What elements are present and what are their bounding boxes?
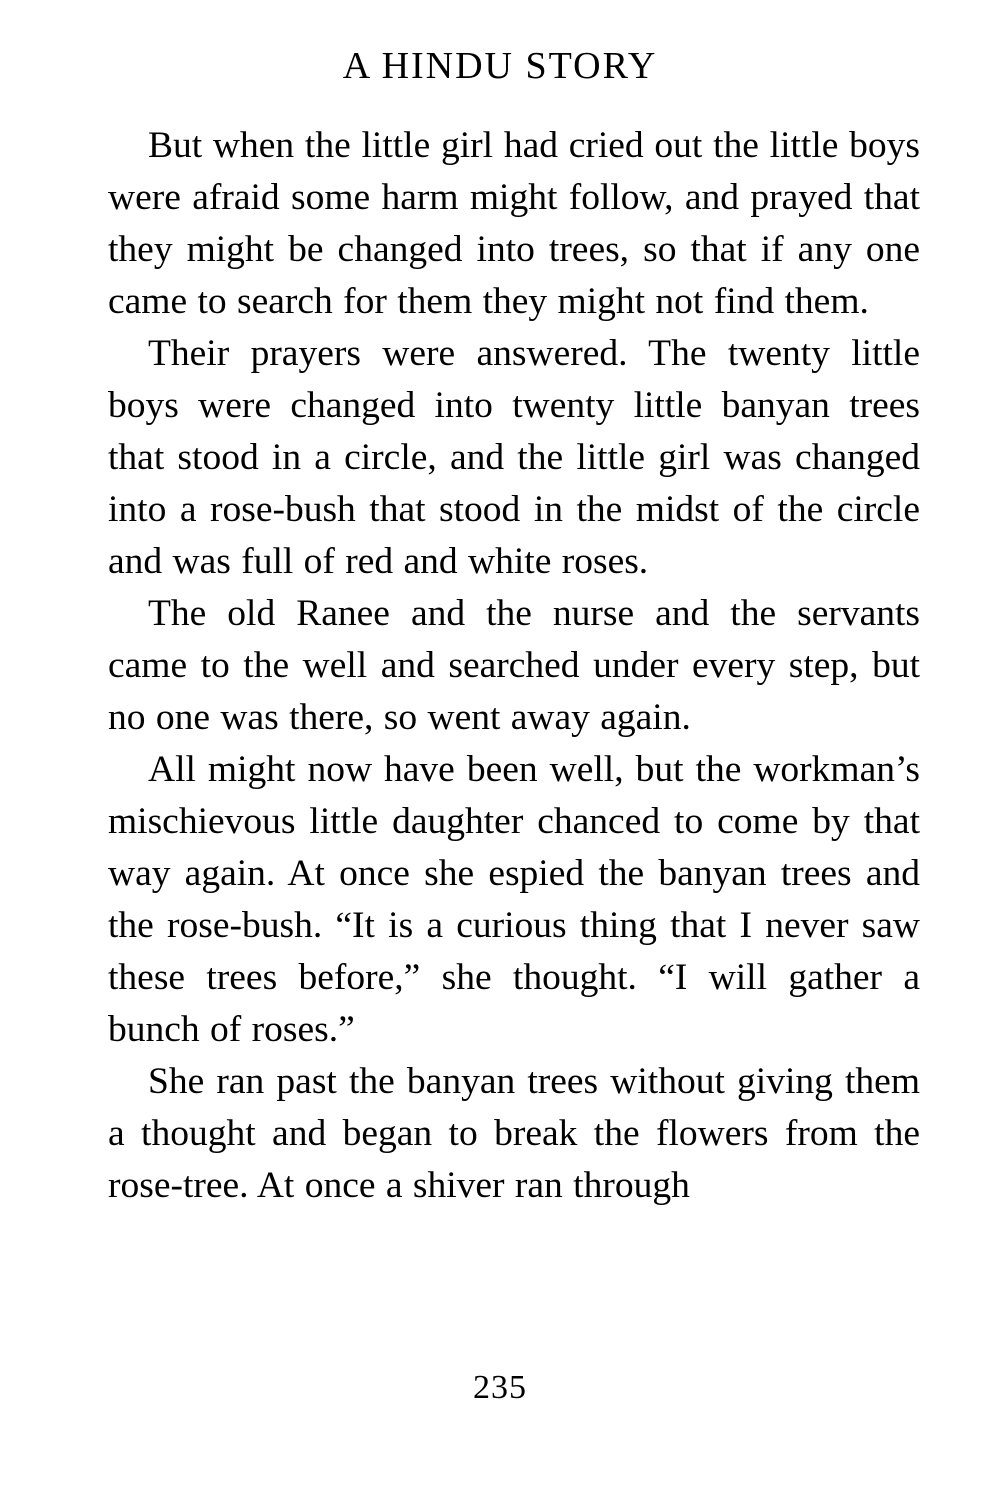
paragraph-5: She ran past the banyan trees without giving them a thought and began to break the flowers from the rose-tree. At once a shiver ran through	[108, 1061, 920, 1206]
body-text	[108, 120, 920, 1212]
paragraph-3: The old Ranee and the nurse and the servants came to the well and searched under every step, but no one was there, so went away again.	[108, 593, 920, 738]
running-head: A HINDU STORY	[342, 45, 658, 87]
page-number: 235	[473, 1369, 527, 1406]
paragraph-1: But when the little girl had cried out the little boys were afraid some harm might follow, and prayed that they might be changed into trees, so that if any one came to search for them they might not find them.	[108, 125, 920, 322]
paragraph-2: Their prayers were answered. The twenty little boys were changed into twenty little banyan trees that stood in a circle, and the little girl was changed into a rose-bush that stood in the midst of the circle and was full of red and white roses.	[108, 333, 920, 582]
paragraph-4: All might now have been well, but the workman’s mischievous little daughter chanced to come by that way again. At once she espied the banyan trees and the rose-bush. “It is a curious thing that I never saw these trees before,” she thought. “I will gather a bunch of roses.”	[108, 749, 920, 1050]
